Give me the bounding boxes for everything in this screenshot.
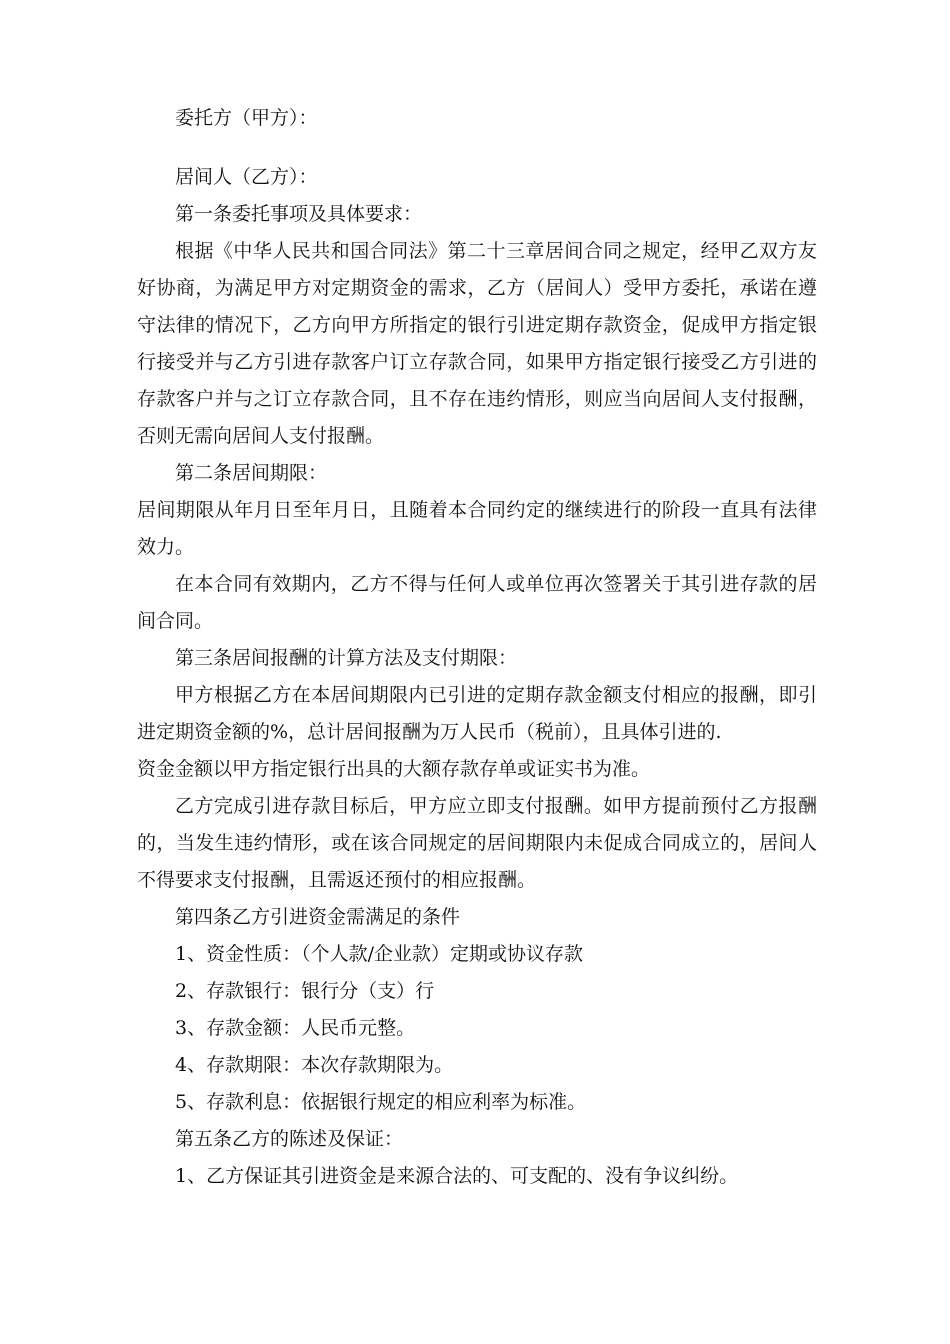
article-5-heading: 第五条乙方的陈述及保证：	[175, 1128, 404, 1150]
article-3-payment: 乙方完成引进存款目标后，甲方应立即支付报酬。如甲方提前预付乙方报酬的，当发生违约情形，或在该合同规定的居间期限内未促成合同成立的，居间人不得要求支付报酬，且需返还预付的相应报酬。	[137, 795, 817, 891]
article-2-heading: 第二条居间期限：	[175, 462, 328, 484]
article-4-heading: 第四条乙方引进资金需满足的条件	[175, 906, 461, 928]
article-4-item-2: 2、存款银行：银行分（支）行	[175, 980, 435, 1002]
article-2-body: 居间期限从年月日至年月日，且随着本合同约定的继续进行的阶段一直具有法律效力。	[137, 499, 817, 558]
article-3-body: 甲方根据乙方在本居间期限内已引进的定期存款金额支付相应的报酬，即引进定期资金额的%，总计居间报酬为万人民币（税前），且具体引进的.	[137, 684, 817, 743]
article-4-item-3: 3、存款金额：人民币元整。	[175, 1017, 416, 1039]
article-3-body-cont: 资金金额以甲方指定银行出具的大额存款存单或证实书为准。	[137, 758, 651, 780]
article-1-heading: 第一条委托事项及具体要求：	[175, 203, 423, 225]
article-5-item-1: 1、乙方保证其引进资金是来源合法的、可支配的、没有争议纠纷。	[175, 1165, 739, 1187]
article-1-body: 根据《中华人民共和国合同法》第二十三章居间合同之规定，经甲乙双方友好协商，为满足甲方对定期资金的需求，乙方（居间人）受甲方委托，承诺在遵守法律的情况下，乙方向甲方所指定的银行引进定期存款资金，促成甲方指定银行接受并与乙方引进存款客户订立存款合同，如果甲方指定银行接受乙方引进的存款客户并与之订立存款合同，且不存在违约情形，则应当向居间人支付报酬，否则无需向居间人支付报酬。	[137, 240, 817, 447]
article-4-item-5: 5、存款利息：依据银行规定的相应利率为标准。	[175, 1091, 587, 1113]
article-4-item-4: 4、存款期限：本次存款期限为。	[175, 1054, 454, 1076]
party-a-line: 委托方（甲方）：	[175, 107, 318, 129]
article-2-clause: 在本合同有效期内，乙方不得与任何人或单位再次签署关于其引进存款的居间合同。	[137, 573, 817, 632]
party-b-line: 居间人（乙方）：	[175, 166, 318, 188]
article-3-heading: 第三条居间报酬的计算方法及支付期限：	[175, 647, 518, 669]
document-body	[137, 100, 817, 1195]
article-4-item-1: 1、资金性质：（个人款/企业款）定期或协议存款	[175, 943, 583, 965]
